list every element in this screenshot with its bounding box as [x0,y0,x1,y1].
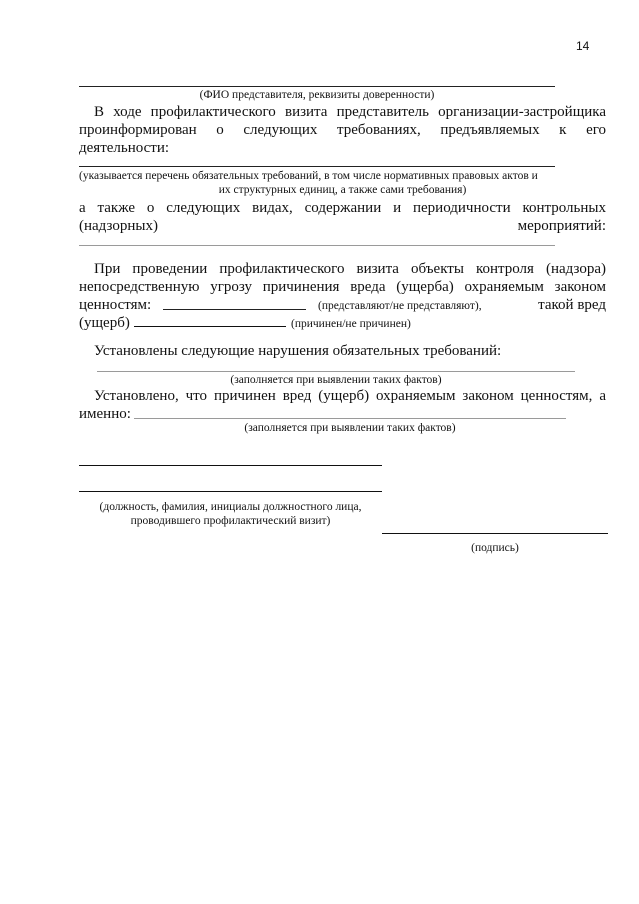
paragraph-3-line-3-prefix: ценностям: [79,297,152,313]
harm-caption: (заполняется при выявлении таких фактов) [244,422,456,434]
control-measures-line[interactable] [79,245,555,246]
representative-caption: (ФИО представителя, реквизиты доверенности) [199,89,435,101]
requirements-line[interactable] [79,166,555,167]
paragraph-1-line-3: деятельности: [79,140,170,156]
requirements-caption-line-2: их структурных единиц, а также сами требования) [218,184,467,196]
official-caption-line-2: проводившего профилактический визит) [130,515,331,527]
official-caption-line-1: (должность, фамилия, инициалы должностного лица, [99,501,362,513]
paragraph-3-line-3-suffix: такой вред [538,297,606,313]
official-line-1[interactable] [79,465,382,466]
signature-caption: (подпись) [471,542,519,554]
threat-answer-line[interactable] [163,309,306,310]
paragraph-1-line-2: проинформирован о следующих требованиях, предъявляемых к его [79,122,606,138]
violations-caption: (заполняется при выявлении таких фактов) [230,374,442,386]
harm-paragraph-line-2-prefix: именно: [79,406,131,422]
signature-line[interactable] [382,533,608,534]
paragraph-2-line-1: а также о следующих видах, содержании и периодичности контрольных [79,200,606,216]
requirements-caption-line-1: (указывается перечень обязательных требований, в том числе нормативных правовых актов и [79,170,538,182]
harm-hint: (причинен/не причинен) [291,318,411,330]
paragraph-1-line-1: В ходе профилактического визита представитель организации-застройщика [94,104,606,120]
harm-details-line[interactable] [134,418,566,419]
paragraph-2-line-2-left: (надзорных) [79,218,158,234]
threat-hint: (представляют/не представляют), [318,300,482,312]
paragraph-3-line-1: При проведении профилактического визита объекты контроля (надзора) [94,261,606,277]
paragraph-3-line-2: непосредственную угрозу причинения вреда (ущерба) охраняемым законом [79,279,606,295]
violations-heading: Установлены следующие нарушения обязательных требований: [94,343,502,359]
paragraph-3-line-4-prefix: (ущерб) [79,315,130,331]
violations-line[interactable] [97,371,575,372]
representative-name-line[interactable] [79,86,555,87]
paragraph-2-line-2-right: мероприятий: [517,218,606,234]
harm-answer-line[interactable] [134,326,286,327]
harm-paragraph-line-1: Установлено, что причинен вред (ущерб) охраняемым законом ценностям, а [94,388,606,404]
official-line-2[interactable] [79,491,382,492]
page-number: 14 [576,39,590,53]
